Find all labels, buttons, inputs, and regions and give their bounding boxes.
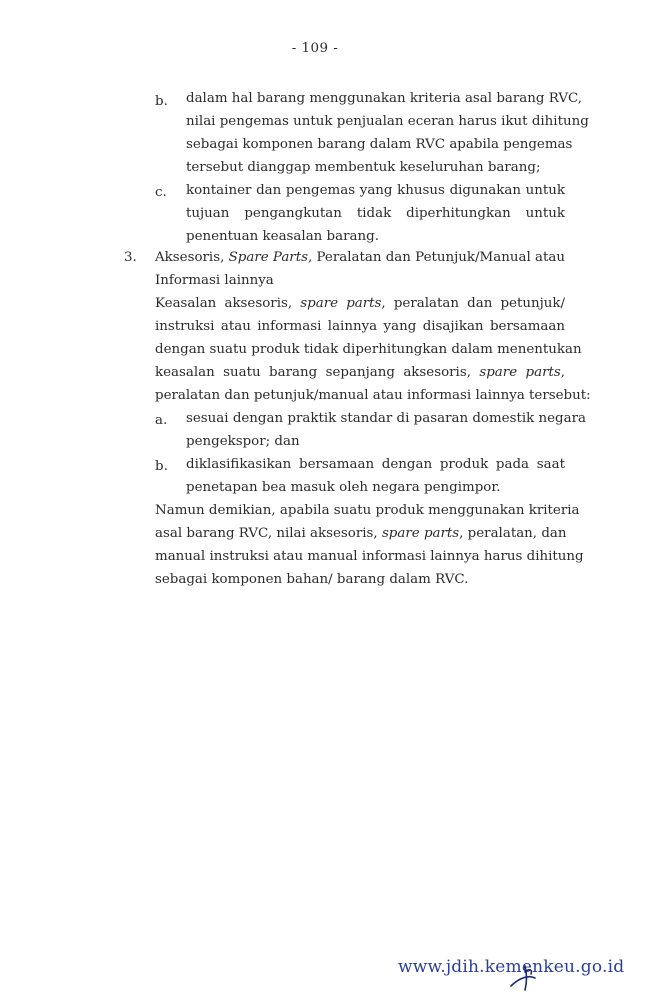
- paragraph-line: asal barang RVC, nilai aksesoris, spare parts, peralatan, dan: [155, 526, 567, 541]
- paragraph-line: sebagai komponen bahan/ barang dalam RVC.: [155, 572, 469, 587]
- section-number: 3.: [124, 250, 137, 265]
- text-line: tersebut dianggap membentuk keseluruhan barang;: [186, 160, 541, 175]
- signature-initial-icon: [505, 944, 545, 994]
- paragraph-line: dengan suatu produk tidak diperhitungkan dalam menentukan: [155, 342, 582, 357]
- text-line: penetapan bea masuk oleh negara pengimpor.: [186, 480, 501, 495]
- text-line: kontainer dan pengemas yang khusus digunakan untuk: [186, 183, 565, 198]
- page-number: - 109 -: [291, 41, 339, 56]
- section-heading: Aksesoris, Spare Parts, Peralatan dan Petunjuk/Manual atau: [155, 250, 565, 265]
- list-label-c: c.: [155, 185, 167, 200]
- paragraph-line: instruksi atau informasi lainnya yang disajikan bersamaan: [155, 319, 565, 334]
- text-line: pengekspor; dan: [186, 434, 300, 449]
- paragraph-line: peralatan dan petunjuk/manual atau informasi lainnya tersebut:: [155, 388, 591, 403]
- list-label-b: b.: [155, 94, 168, 109]
- text-line: diklasifikasikan bersamaan dengan produk pada saat: [186, 457, 565, 472]
- paragraph-line: Namun demikian, apabila suatu produk menggunakan kriteria: [155, 503, 580, 518]
- list-label-a: a.: [155, 413, 168, 428]
- section-heading-line2: Informasi lainnya: [155, 273, 274, 288]
- footer-url[interactable]: www.jdih.kemenkeu.go.id: [398, 957, 625, 977]
- paragraph-line: keasalan suatu barang sepanjang aksesoris, spare parts,: [155, 365, 565, 380]
- paragraph-line: Keasalan aksesoris, spare parts, peralatan dan petunjuk/: [155, 296, 566, 311]
- text-line: penentuan keasalan barang.: [186, 229, 379, 244]
- text-line: nilai pengemas untuk penjualan eceran harus ikut dihitung: [186, 114, 589, 129]
- paragraph-line: manual instruksi atau manual informasi lainnya harus dihitung: [155, 549, 584, 564]
- text-line: sebagai komponen barang dalam RVC apabila pengemas: [186, 137, 573, 152]
- list-label-b: b.: [155, 459, 168, 474]
- text-line: tujuan pengangkutan tidak diperhitungkan untuk: [186, 206, 565, 221]
- text-line: dalam hal barang menggunakan kriteria asal barang RVC,: [186, 91, 583, 106]
- text-line: sesuai dengan praktik standar di pasaran domestik negara: [186, 411, 586, 426]
